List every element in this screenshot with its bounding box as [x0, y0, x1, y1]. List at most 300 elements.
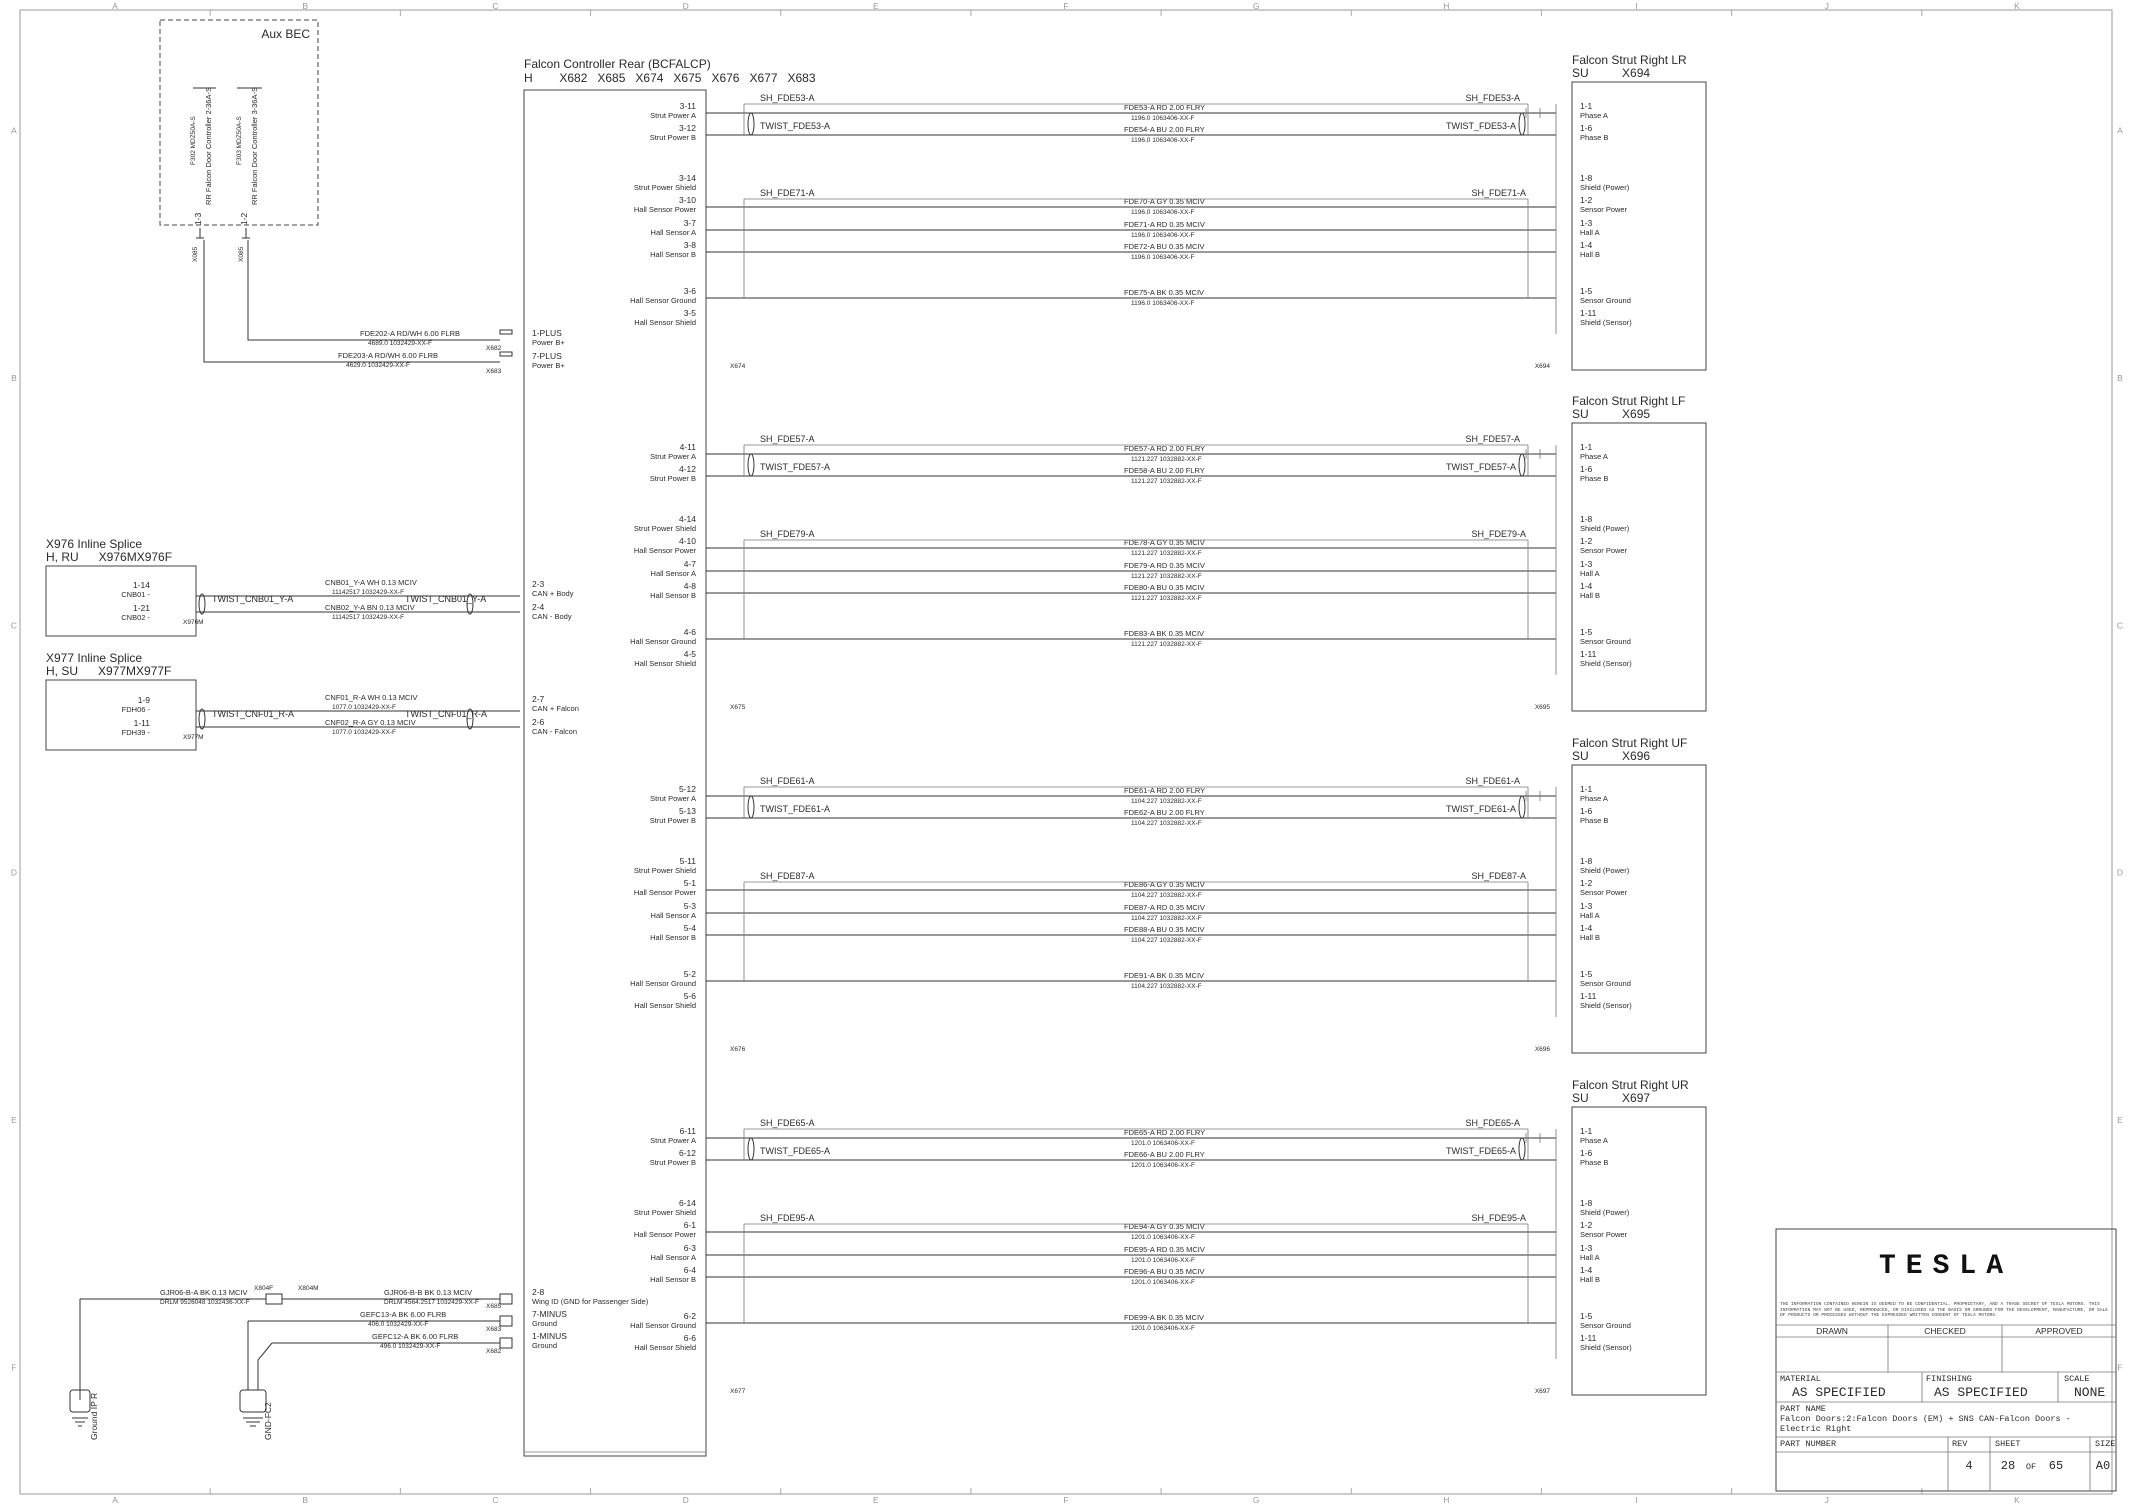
grid-col-label: F: [1063, 1, 1069, 11]
controller-subtitle: H X682 X685 X674 X675 X676 X677 X683: [524, 71, 816, 85]
controller-pin-desc: Hall Sensor A: [650, 1253, 696, 1262]
controller-pin: 6-1: [683, 1220, 696, 1230]
controller-pin: 4-10: [678, 536, 696, 546]
approved-label: APPROVED: [2035, 1326, 2083, 1336]
wire-sub: 1104.227 1032882-XX-F: [1131, 798, 1202, 805]
part-name-line2: Electric Right: [1780, 1424, 1852, 1434]
controller-pin-desc: Hall Sensor A: [650, 911, 696, 920]
strut-pin: 1-6: [1580, 1148, 1593, 1158]
aux-bec-pin-code: F302 MDZ50A-S: [190, 116, 197, 165]
wire-label: FDE71-A RD 0.35 MCIV: [1124, 220, 1205, 229]
grid-col-label: F: [1063, 1495, 1069, 1505]
splice-pin: 1-21: [132, 603, 150, 613]
wire-label: FDE75-A BK 0.35 MCIV: [1124, 288, 1205, 297]
controller-conn: X675: [730, 704, 746, 711]
shield-label: SH_FDE53-A: [760, 93, 815, 103]
controller-pin-desc: Hall Sensor B: [650, 1275, 696, 1284]
controller-pin: 3-10: [678, 195, 696, 205]
wire-sub: 1201.0 1063406-XX-F: [1131, 1140, 1195, 1147]
controller-pin-desc: Hall Sensor Ground: [630, 296, 696, 305]
strut-title: Falcon Strut Right LF: [1572, 394, 1686, 408]
controller-pin: 4-7: [683, 559, 696, 569]
strut-pin-sig: Shield (Power): [1580, 1208, 1630, 1217]
grid-row-label: A: [2117, 125, 2123, 136]
wire-sub: 1196.0 1063406-XX-F: [1131, 254, 1195, 261]
controller-conn: X674: [730, 363, 746, 370]
strut-pin: 1-1: [1580, 784, 1593, 794]
ground-symbol: [240, 1390, 273, 1440]
grid-col-label: D: [682, 1495, 689, 1505]
grid-row-label: D: [2116, 867, 2124, 878]
strut-pin-sig: Sensor Ground: [1580, 979, 1631, 988]
strut-pin-sig: Sensor Ground: [1580, 1321, 1631, 1330]
strut-block: [630, 53, 1706, 370]
finishing-value: AS SPECIFIED: [1934, 1385, 2028, 1400]
wire-label: FDE203-A RD/WH 6.00 FLRB: [338, 351, 439, 360]
strut-pin: 1-5: [1580, 969, 1593, 979]
wire-sub: 1121.227 1032882-XX-F: [1131, 595, 1202, 602]
controller-pin: 6-6: [683, 1333, 696, 1343]
aux-bec: [160, 20, 500, 362]
controller-pin-desc: Strut Power A: [650, 111, 696, 120]
strut-pin: 1-4: [1580, 581, 1593, 591]
wire-label: CNB02_Y-A BN 0.13 MCIV: [325, 603, 415, 612]
size-value: A0: [2095, 1459, 2111, 1473]
controller-pin: 4-8: [683, 581, 696, 591]
strut-title: Falcon Strut Right LR: [1572, 53, 1687, 67]
strut-sub: SU X695: [1572, 407, 1651, 421]
wire-label: FDE83-A BK 0.35 MCIV: [1124, 629, 1205, 638]
strut-pin: 1-11: [1580, 308, 1597, 318]
controller-pin: 4-11: [679, 442, 696, 452]
controller-pin-desc: Strut Power Shield: [633, 866, 696, 875]
controller-pin-desc: Strut Power B: [649, 474, 696, 483]
wire-sub: 1104.227 1032882-XX-F: [1131, 937, 1202, 944]
wire-sub: DRLM 9526048 1032436-XX-F: [160, 1299, 250, 1306]
strut-pin-sig: Shield (Sensor): [1580, 1343, 1632, 1352]
strut-pin: 1-1: [1580, 101, 1593, 111]
wire-label: FDE54-A BU 2.00 FLRY: [1124, 125, 1205, 134]
strut-pin-sig: Shield (Power): [1580, 524, 1630, 533]
inline-splice-x976: [46, 537, 520, 636]
twist-symbol: [1519, 1138, 1525, 1160]
grid-col-label: K: [2014, 1, 2020, 11]
twist-label: TWIST_FDE61-A: [760, 804, 831, 814]
controller-pin: 5-3: [683, 901, 696, 911]
twist-label: TWIST_CNB01_Y-A: [212, 594, 294, 604]
shield-label: SH_FDE87-A: [1471, 871, 1526, 881]
strut-pin-sig: Phase A: [1580, 452, 1608, 461]
controller-pin: 2-8: [532, 1287, 545, 1297]
wire-label: CNB01_Y-A WH 0.13 MCIV: [325, 578, 417, 587]
controller-pin: 6-14: [678, 1198, 696, 1208]
controller-pin-desc: Strut Power A: [650, 1136, 696, 1145]
part-name-line1: Falcon Doors:2:Falcon Doors (EM) + SNS CAN-Falcon Doors -: [1780, 1414, 2071, 1424]
part-name-label: PART NAME: [1780, 1404, 1826, 1414]
shield-label: SH_FDE95-A: [760, 1213, 815, 1223]
controller-pin: 2-3: [532, 579, 545, 589]
strut-block: [630, 394, 1706, 711]
twist-symbol: [748, 1138, 754, 1160]
controller-pin: 3-8: [683, 240, 696, 250]
wire-label: FDE202-A RD/WH 6.00 FLRB: [360, 329, 461, 338]
aux-bec-pin-name: RR Falcon Door Controller 2-36A-S: [204, 87, 213, 205]
strut-pin-sig: Sensor Power: [1580, 205, 1628, 214]
grid-col-label: I: [1635, 1495, 1638, 1505]
strut-pin-sig: Hall A: [1580, 569, 1600, 578]
wire-sub: 1077.0 1032429-XX-F: [332, 704, 396, 711]
controller-conn: X685: [486, 1303, 502, 1310]
wire-label: CNF01_R-A WH 0.13 MCIV: [325, 693, 418, 702]
controller-pin: 5-12: [678, 784, 696, 794]
sheet-number: 28: [2000, 1459, 2016, 1473]
splice-box: [46, 566, 196, 636]
splice-title: X976 Inline Splice: [46, 537, 143, 551]
shield-label: SH_FDE71-A: [760, 188, 815, 198]
wire-label: FDE88-A BU 0.35 MCIV: [1124, 925, 1205, 934]
controller-pin-desc: Hall Sensor Shield: [634, 1001, 696, 1010]
grid-col-label: G: [1252, 1495, 1260, 1505]
grid-col-label: B: [302, 1, 309, 11]
controller-pin: 4-5: [683, 649, 696, 659]
strut-pin: 1-2: [1580, 1220, 1593, 1230]
strut-pin: 1-6: [1580, 806, 1593, 816]
controller-pin: 4-14: [678, 514, 696, 524]
controller-conn: X682: [486, 345, 502, 352]
controller-pin-desc: Hall Sensor Power: [633, 1230, 696, 1239]
rev-label: REV: [1952, 1439, 1968, 1449]
confidential-notice: THE INFORMATION CONTAINED HEREIN IS DEEMED TO BE CONFIDENTIAL, PROPRIETARY, AND A TRADE SECRET OF TESLA MOTORS. THIS INFORMATION MAY NOT BE USED, REPRODUCED, OR DISCLOSED AS THE BASIS OR GROUNDS FOR THE DEVELOPMENT, MANUFACTURE, OR SALE OF PRODUCTS OR PROCESSES WITHOUT THE EXPRESSED WRITTEN CONSENT OF TESLA MOTORS.: [1780, 1302, 2109, 1319]
strut-pin-sig: Hall A: [1580, 228, 1600, 237]
strut-pin: 1-2: [1580, 195, 1593, 205]
strut-pin: 1-5: [1580, 1311, 1593, 1321]
strut-pin-sig: Phase A: [1580, 111, 1608, 120]
wire-sub: 1121.227 1032882-XX-F: [1131, 550, 1202, 557]
strut-pin: 1-1: [1580, 1126, 1593, 1136]
controller-pin-desc: CAN - Body: [532, 612, 572, 621]
twist-label: TWIST_FDE57-A: [760, 462, 831, 472]
controller-pin: 3-14: [678, 173, 696, 183]
wire-sub: 1121.227 1032882-XX-F: [1131, 478, 1202, 485]
controller-pin: 5-1: [683, 878, 696, 888]
controller-conn: X676: [730, 1046, 746, 1053]
wire-label: FDE86-A GY 0.35 MCIV: [1124, 880, 1205, 889]
strut-pin-sig: Sensor Ground: [1580, 637, 1631, 646]
wire-label: FDE61-A RD 2.00 FLRY: [1124, 786, 1206, 795]
wire-sub: 1104.227 1032882-XX-F: [1131, 892, 1202, 899]
strut-pin-sig: Sensor Power: [1580, 1230, 1628, 1239]
controller-pin: 1-MINUS: [532, 1331, 567, 1341]
strut-pin: 1-11: [1580, 1333, 1597, 1343]
strut-conn: X696: [1534, 1046, 1550, 1053]
grid-row-label: E: [11, 1115, 17, 1125]
tesla-logo: TESLA: [1878, 1251, 2014, 1282]
strut-pin: 1-8: [1580, 856, 1593, 866]
strut-pin-sig: Hall B: [1580, 933, 1601, 942]
splice-pin: 1-14: [132, 580, 150, 590]
strut-pin: 1-8: [1580, 1198, 1593, 1208]
splice-pin: 1-9: [137, 695, 150, 705]
twist-label: TWIST_FDE61-A: [1445, 804, 1516, 814]
twist-label: TWIST_CNB01_Y-A: [405, 594, 487, 604]
grid-col-label: G: [1252, 1, 1260, 11]
wire-sub: 1196.0 1063406-XX-F: [1131, 137, 1195, 144]
aux-bec-pin: 1-2: [239, 212, 249, 225]
controller-title: Falcon Controller Rear (BCFALCP): [524, 57, 711, 71]
size-label: SIZE: [2095, 1439, 2116, 1449]
wire-sub: 1201.0 1063406-XX-F: [1131, 1234, 1195, 1241]
aux-bec-pin-code: F303 MDZ50A-S: [236, 116, 243, 165]
controller-pin: 7-PLUS: [532, 351, 562, 361]
grid-row-label: A: [11, 125, 17, 136]
wire-sub: 406.0 1032429-XX-F: [368, 1321, 429, 1328]
strut-pin-sig: Hall B: [1580, 591, 1601, 600]
splice-conn: X977M: [183, 734, 204, 741]
aux-bec-title: Aux BEC: [261, 27, 310, 41]
strut-pin-sig: Shield (Power): [1580, 183, 1630, 192]
controller-pin: 3-5: [683, 308, 696, 318]
strut-pin-sig: Hall A: [1580, 911, 1600, 920]
controller-box: [524, 90, 706, 1456]
grid-row-label: D: [10, 867, 18, 878]
grid-col-label: D: [682, 1, 689, 11]
strut-pin: 1-3: [1580, 901, 1593, 911]
aux-conn-label: X085: [192, 246, 199, 262]
controller-pin-desc: Hall Sensor Power: [633, 205, 696, 214]
wire-label: FDE87-A RD 0.35 MCIV: [1124, 903, 1205, 912]
controller-pin-desc: Hall Sensor Shield: [634, 318, 696, 327]
strut-pin: 1-2: [1580, 878, 1593, 888]
strut-pin: 1-8: [1580, 173, 1593, 183]
wire-label: FDE78-A GY 0.35 MCIV: [1124, 538, 1205, 547]
falcon-controller: [486, 57, 816, 1456]
grid-row-label: C: [10, 620, 18, 631]
controller-pin-desc: Strut Power A: [650, 452, 696, 461]
aux-bec-pin: 1-3: [193, 212, 203, 225]
grid-col-label: B: [302, 1495, 309, 1505]
controller-pin: 1-PLUS: [532, 328, 562, 338]
controller-pin-desc: CAN - Falcon: [532, 727, 578, 736]
splice-pin-sig: FDH06 -: [121, 705, 150, 714]
aux-bec-pin-name: RR Falcon Door Controller 3-36A-S: [250, 87, 259, 205]
grid-col-label: E: [872, 1495, 879, 1505]
controller-pin-desc: CAN + Body: [532, 589, 574, 598]
splice-pin-sig: FDH39 -: [121, 728, 150, 737]
wire-label: GEFC13-A BK 6.00 FLRB: [360, 1310, 447, 1319]
grid-col-label: K: [2014, 1495, 2020, 1505]
wire-label: FDE57-A RD 2.00 FLRY: [1124, 444, 1206, 453]
strut-pin-sig: Phase B: [1580, 133, 1609, 142]
controller-conn: X682: [486, 1348, 502, 1355]
strut-conn: X695: [1534, 704, 1550, 711]
controller-conn: X677: [730, 1388, 746, 1395]
controller-pin: 6-4: [683, 1265, 696, 1275]
controller-pin: 2-7: [532, 694, 545, 704]
grid-col-label: H: [1443, 1, 1450, 11]
strut-pin: 1-2: [1580, 536, 1593, 546]
twist-label: TWIST_FDE65-A: [760, 1146, 831, 1156]
wire-sub: 1104.227 1032882-XX-F: [1131, 820, 1202, 827]
wire-sub: 1201.0 1063406-XX-F: [1131, 1325, 1195, 1332]
rev-value: 4: [1965, 1459, 1973, 1473]
strut-pin-sig: Shield (Sensor): [1580, 318, 1632, 327]
checked-label: CHECKED: [1924, 1326, 1966, 1336]
controller-pin-desc: Strut Power A: [650, 794, 696, 803]
shield-label: SH_FDE57-A: [1465, 434, 1520, 444]
shield-label: SH_FDE95-A: [1471, 1213, 1526, 1223]
controller-conn: X683: [486, 1326, 502, 1333]
ground-symbol: [70, 1390, 99, 1440]
wire-label: FDE66-A BU 2.00 FLRY: [1124, 1150, 1205, 1159]
twist-symbol: [748, 113, 754, 135]
splice-conn: X976M: [183, 619, 204, 626]
wire-label: FDE70-A GY 0.35 MCIV: [1124, 197, 1205, 206]
wire-label: FDE65-A RD 2.00 FLRY: [1124, 1128, 1206, 1137]
material-value: AS SPECIFIED: [1792, 1385, 1886, 1400]
controller-pin-desc: Hall Sensor A: [650, 228, 696, 237]
drawn-label: DRAWN: [1816, 1326, 1848, 1336]
controller-pin-desc: Strut Power B: [649, 1158, 696, 1167]
twist-label: TWIST_FDE53-A: [760, 121, 831, 131]
strut-pin: 1-6: [1580, 123, 1593, 133]
wire-label: FDE72-A BU 0.35 MCIV: [1124, 242, 1205, 251]
strut-pin: 1-4: [1580, 923, 1593, 933]
controller-pin-desc: Strut Power B: [649, 816, 696, 825]
strut-pin-sig: Shield (Power): [1580, 866, 1630, 875]
wire-label: FDE79-A RD 0.35 MCIV: [1124, 561, 1205, 570]
splice-sub: H, SU X977MX977F: [46, 664, 172, 678]
strut-pin-sig: Sensor Power: [1580, 888, 1628, 897]
controller-pin-desc: Hall Sensor B: [650, 591, 696, 600]
controller-pin: 6-2: [683, 1311, 696, 1321]
wire-label: GEFC12-A BK 6.00 FLRB: [372, 1332, 459, 1341]
wire-label: FDE58-A BU 2.00 FLRY: [1124, 466, 1205, 475]
shield-label: SH_FDE79-A: [760, 529, 815, 539]
twist-label: TWIST_FDE53-A: [1445, 121, 1516, 131]
controller-pin: 7-MINUS: [532, 1309, 567, 1319]
scale-label: SCALE: [2064, 1374, 2090, 1384]
strut-title: Falcon Strut Right UR: [1572, 1078, 1689, 1092]
twist-symbol: [748, 454, 754, 476]
wire-sub: DRLM 4564.2517 1032429-XX-F: [384, 1299, 480, 1306]
strut-pin-sig: Shield (Sensor): [1580, 659, 1632, 668]
controller-pin-desc: Hall Sensor B: [650, 250, 696, 259]
controller-pin-desc: Strut Power B: [649, 133, 696, 142]
controller-pin-desc: Ground: [532, 1319, 558, 1328]
controller-pin-desc: Wing ID (GND for Passenger Side): [532, 1297, 649, 1306]
controller-pin-desc: Hall Sensor Power: [633, 546, 696, 555]
controller-pin: 4-6: [683, 627, 696, 637]
controller-pin-desc: Ground: [532, 1341, 558, 1350]
controller-pin-desc: Strut Power Shield: [633, 524, 696, 533]
wire-label: FDE94-A GY 0.35 MCIV: [1124, 1222, 1205, 1231]
controller-pin: 6-3: [683, 1243, 696, 1253]
splice-title: X977 Inline Splice: [46, 651, 143, 665]
grid-col-label: J: [1824, 1495, 1829, 1505]
controller-pin-desc: Power B+: [532, 338, 565, 347]
strut-pin-sig: Shield (Sensor): [1580, 1001, 1632, 1010]
strut-block: [630, 736, 1706, 1053]
grid-labels: [11, 1, 2123, 1505]
ground-splice: X804M: [298, 1285, 319, 1292]
controller-pin: 5-2: [683, 969, 696, 979]
wire-sub: 11142517 1032429-XX-F: [332, 614, 405, 621]
wire-label: FDE99-A BK 0.35 MCIV: [1124, 1313, 1205, 1322]
grid-col-label: C: [492, 1, 499, 11]
ground-wiring: [70, 1285, 512, 1440]
aux-conn-label: X085: [238, 246, 245, 262]
strut-pin: 1-6: [1580, 464, 1593, 474]
strut-block: [630, 1078, 1706, 1395]
twist-label: TWIST_FDE65-A: [1445, 1146, 1516, 1156]
grid-row-label: F: [2117, 1362, 2123, 1373]
wire-label: FDE53-A RD 2.00 FLRY: [1124, 103, 1206, 112]
grid-col-label: A: [112, 1, 118, 11]
grid-col-label: I: [1635, 1, 1638, 11]
twist-label: TWIST_CNF01_R-A: [212, 709, 295, 719]
grid-col-label: H: [1443, 1495, 1450, 1505]
wire-sub: 1077.0 1032429-XX-F: [332, 729, 396, 736]
grid-col-label: J: [1824, 1, 1829, 11]
twist-symbol: [748, 796, 754, 818]
strut-pin-sig: Phase B: [1580, 816, 1609, 825]
wire-label: FDE80-A BU 0.35 MCIV: [1124, 583, 1205, 592]
strut-pin-sig: Hall A: [1580, 1253, 1600, 1262]
sheet-label: SHEET: [1995, 1439, 2021, 1449]
strut-pin: 1-11: [1580, 991, 1597, 1001]
twist-symbol: [1519, 796, 1525, 818]
strut-conn: X697: [1534, 1388, 1550, 1395]
splice-pin-sig: CNB01 -: [121, 590, 150, 599]
sheet-border: [20, 10, 2112, 1494]
controller-pin: 3-6: [683, 286, 696, 296]
wire-label: FDE91-A BK 0.35 MCIV: [1124, 971, 1205, 980]
strut-pin: 1-5: [1580, 286, 1593, 296]
wire-sub: 1196.0 1063406-XX-F: [1131, 115, 1195, 122]
wire-label: GJR06-B-B BK 0.13 MCIV: [384, 1288, 472, 1297]
inline-splice-x977: [46, 651, 520, 750]
controller-pin-desc: Power B+: [532, 361, 565, 370]
controller-pin-desc: Strut Power Shield: [633, 183, 696, 192]
controller-pin: 5-6: [683, 991, 696, 1001]
strut-pin: 1-3: [1580, 559, 1593, 569]
strut-pin: 1-3: [1580, 1243, 1593, 1253]
splice-pin-sig: CNB02 -: [121, 613, 150, 622]
wire-label: FDE62-A BU 2.00 FLRY: [1124, 808, 1205, 817]
finishing-label: FINISHING: [1926, 1374, 1972, 1384]
strut-sub: SU X696: [1572, 749, 1651, 763]
shield-label: SH_FDE61-A: [760, 776, 815, 786]
strut-pin-sig: Phase B: [1580, 474, 1609, 483]
strut-pin-sig: Phase B: [1580, 1158, 1609, 1167]
material-label: MATERIAL: [1780, 1374, 1821, 1384]
splice-box: [46, 680, 196, 750]
controller-pin: 4-12: [678, 464, 696, 474]
controller-pin-desc: Hall Sensor Ground: [630, 979, 696, 988]
strut-sub: SU X697: [1572, 1091, 1651, 1105]
grid-row-label: B: [11, 373, 17, 383]
grid-row-label: E: [2117, 1115, 2123, 1125]
wire-label: FDE96-A BU 0.35 MCIV: [1124, 1267, 1205, 1276]
grid-row-label: C: [2116, 620, 2124, 631]
ground-splice: X804F: [254, 1285, 274, 1292]
controller-pin-desc: CAN + Falcon: [532, 704, 579, 713]
controller-pin: 6-12: [678, 1148, 696, 1158]
controller-pin-desc: Strut Power Shield: [633, 1208, 696, 1217]
strut-pin-sig: Hall B: [1580, 250, 1601, 259]
shield-label: SH_FDE65-A: [760, 1118, 815, 1128]
controller-pin: 3-11: [679, 101, 696, 111]
